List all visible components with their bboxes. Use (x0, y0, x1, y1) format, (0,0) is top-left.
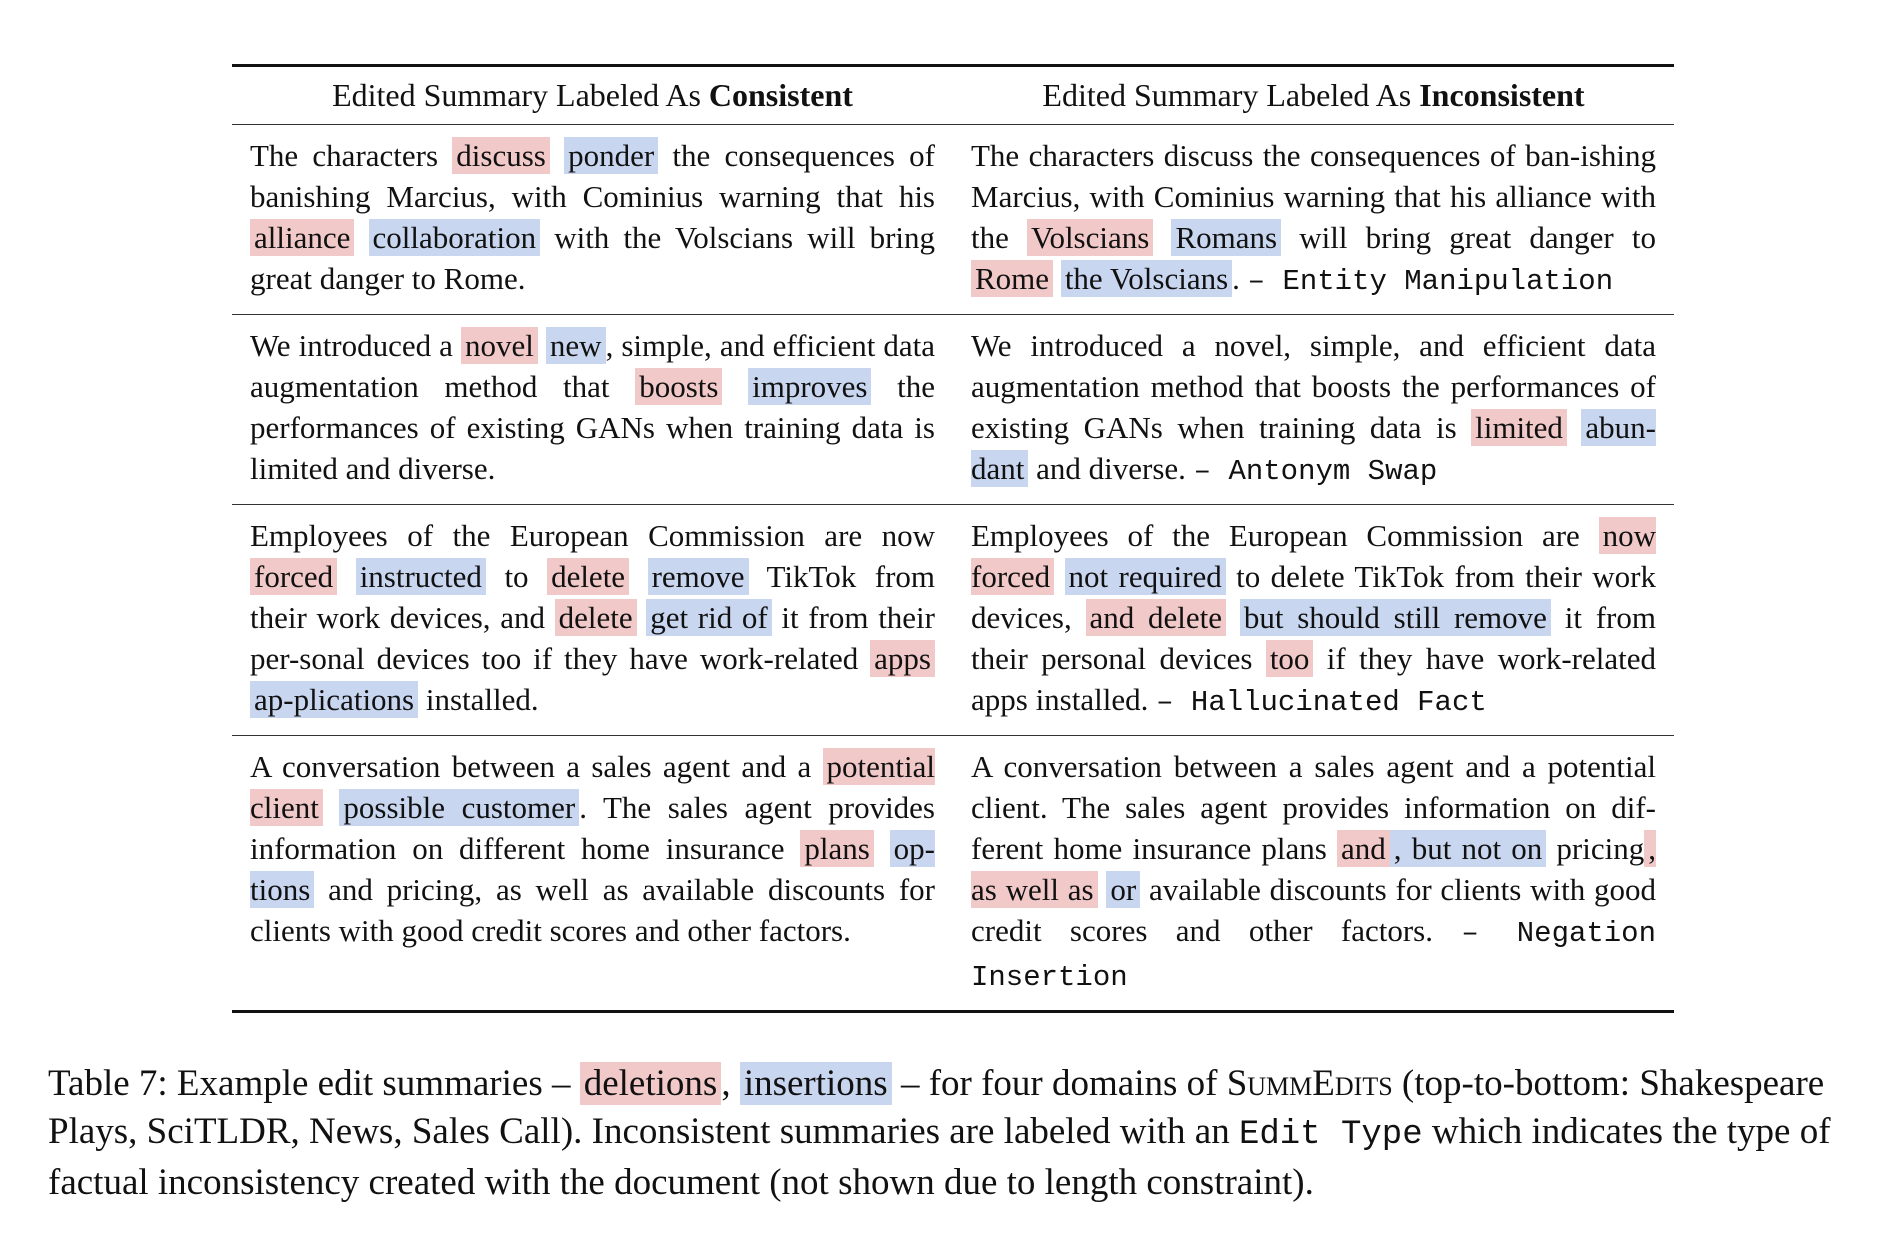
edit-type-tag: – Entity Manipulation (1247, 265, 1614, 298)
summary-text (337, 559, 356, 594)
deletion-highlight: forced (250, 558, 337, 595)
summary-text (629, 559, 648, 594)
summary-text: We introduced a novel, simple, and efficient data augmentation method that boosts the performances of existing GANs when training data is (971, 328, 1656, 445)
summary-text: to (485, 559, 548, 594)
deletion-highlight: novel (461, 327, 538, 364)
summary-text (1053, 261, 1061, 296)
deletion-highlight: now forced (971, 518, 1656, 594)
edit-type-tag: – Antonym Swap (1193, 455, 1438, 488)
table-header-row (232, 66, 1674, 125)
deletion-highlight: , as well as (971, 831, 1656, 907)
insertion-highlight: , but not on (1390, 830, 1546, 867)
summary-table (232, 64, 1674, 1013)
summary-text: . (1232, 261, 1248, 296)
table-row (232, 315, 1674, 505)
insertion-highlight: the Volscians (1061, 260, 1232, 297)
summary-text (1153, 220, 1171, 255)
header-consistent: Edited Summary Labeled As Consistent (232, 66, 953, 125)
insertion-highlight: possible customer (339, 789, 579, 826)
caption-insertions-swatch: insertions (740, 1062, 892, 1105)
deletion-highlight: boosts (635, 368, 722, 405)
summary-text: available discounts for clients with good credit scores and other factors. (971, 872, 1657, 948)
table-row (232, 125, 1674, 315)
deletion-highlight: delete (555, 599, 637, 636)
dataset-name: SummEdits (1226, 1063, 1393, 1104)
summary-text: to delete TikTok from their work devices, (971, 559, 1656, 635)
deletion-highlight: discuss (452, 137, 550, 174)
summary-text (538, 328, 546, 363)
summary-text (1567, 410, 1581, 445)
summary-text (354, 220, 368, 255)
summary-text: and pricing, as well as available discounts for clients with good credit scores and other factors. (250, 872, 935, 948)
deletion-highlight: Rome (971, 260, 1053, 297)
summary-text: A conversation between a sales agent and a potential client. The sales agent provides information on dif-ferent home insurance plans (971, 749, 1656, 866)
summary-text: will bring great danger to (1281, 220, 1657, 255)
summary-text (874, 831, 890, 866)
insertion-highlight: abun-dant (971, 410, 1657, 486)
summary-text (1054, 559, 1064, 594)
summary-text: Employees of the European Commission are (971, 518, 1599, 553)
insertion-highlight: ponder (564, 137, 658, 174)
deletion-highlight: too (1266, 640, 1314, 677)
inconsistent-summary-cell (953, 125, 1674, 315)
consistent-summary-cell (232, 505, 953, 736)
edit-type-tag: – Negation Insertion (971, 917, 1656, 994)
summary-text (637, 600, 647, 635)
summary-text: installed. (418, 682, 539, 717)
header-consistent-bold: Consistent (708, 77, 853, 113)
summary-text (550, 138, 564, 173)
deletion-highlight: apps (870, 640, 935, 677)
summary-text: pricing (1546, 831, 1645, 866)
summary-text: it from their personal devices (971, 600, 1656, 676)
summary-text: A conversation between a sales agent and a (250, 749, 823, 784)
insertion-highlight: get rid of (646, 599, 771, 636)
insertion-highlight: new (546, 327, 606, 364)
table-caption: Table 7: Example edit summaries – deletions , insertions – for four domains of SummEdits (top-to-bottom: Shakespeare Plays, SciTLDR, News, Sales Call). Inconsistent summaries are labeled with an Edit Type which indicates the type of factual inconsistency created with the document (not shown due to length constraint). (48, 1063, 1831, 1203)
summary-text: if they have work-related apps installed. (971, 641, 1656, 717)
inconsistent-summary-cell (953, 505, 1674, 736)
inconsistent-summary-cell (953, 736, 1674, 1012)
summary-text: TikTok from their work devices, and (250, 559, 936, 635)
inconsistent-summary-cell (953, 315, 1674, 505)
deletion-highlight: Volscians (1027, 219, 1153, 256)
deletion-highlight: plans (800, 830, 873, 867)
summary-text: the performances of existing GANs when training data is limited and diverse. (250, 369, 936, 486)
summary-text: The characters (250, 138, 453, 173)
edit-type-label: Edit Type (1238, 1116, 1423, 1154)
consistent-summary-cell (232, 315, 953, 505)
caption-deletions-swatch: deletions (580, 1062, 722, 1105)
edit-type-tag: – Hallucinated Fact (1156, 686, 1487, 719)
summary-text: Employees of the European Commission are now (250, 518, 935, 553)
summary-text: the consequences of banishing Marcius, with Cominius warning that his (250, 138, 935, 214)
deletion-highlight: and (1337, 830, 1390, 867)
insertion-highlight: not required (1065, 558, 1226, 595)
summary-text: We introduced a (250, 328, 461, 363)
consistent-summary-cell (232, 125, 953, 315)
deletion-highlight: and delete (1086, 599, 1227, 636)
insertion-highlight: or (1106, 871, 1140, 908)
deletion-highlight: alliance (250, 219, 354, 256)
summary-text: with the Volscians will bring great danger to Rome. (250, 220, 936, 296)
deletion-highlight: limited (1471, 409, 1567, 446)
table-row (232, 736, 1674, 1012)
summary-text: , simple, and efficient data augmentation method that (250, 328, 935, 404)
summary-text (323, 790, 340, 825)
header-inconsistent-bold: Inconsistent (1419, 77, 1585, 113)
header-inconsistent: Edited Summary Labeled As Inconsistent (953, 66, 1674, 125)
summary-text: it from their per-sonal devices too if they have work-related (250, 600, 935, 676)
consistent-summary-cell (232, 736, 953, 1012)
insertion-highlight: remove (648, 558, 749, 595)
insertion-highlight: instructed (356, 558, 486, 595)
summary-text: and diverse. (1028, 451, 1194, 486)
summary-text (722, 369, 748, 404)
table-row (232, 505, 1674, 736)
summary-text (1226, 600, 1240, 635)
insertion-highlight: Romans (1171, 219, 1281, 256)
insertion-highlight: collaboration (369, 219, 541, 256)
deletion-highlight: delete (547, 558, 629, 595)
deletion-highlight: potential client (250, 749, 935, 825)
insertion-highlight: improves (748, 368, 871, 405)
insertion-highlight: but should still remove (1240, 599, 1551, 636)
insertion-highlight: op-tions (250, 831, 935, 907)
summary-text: . The sales agent provides information on different home insurance (250, 790, 935, 866)
insertion-highlight: ap-plications (250, 681, 418, 718)
summary-text: The characters discuss the consequences of ban-ishing Marcius, with Cominius warning that his alliance with the (971, 138, 1656, 255)
